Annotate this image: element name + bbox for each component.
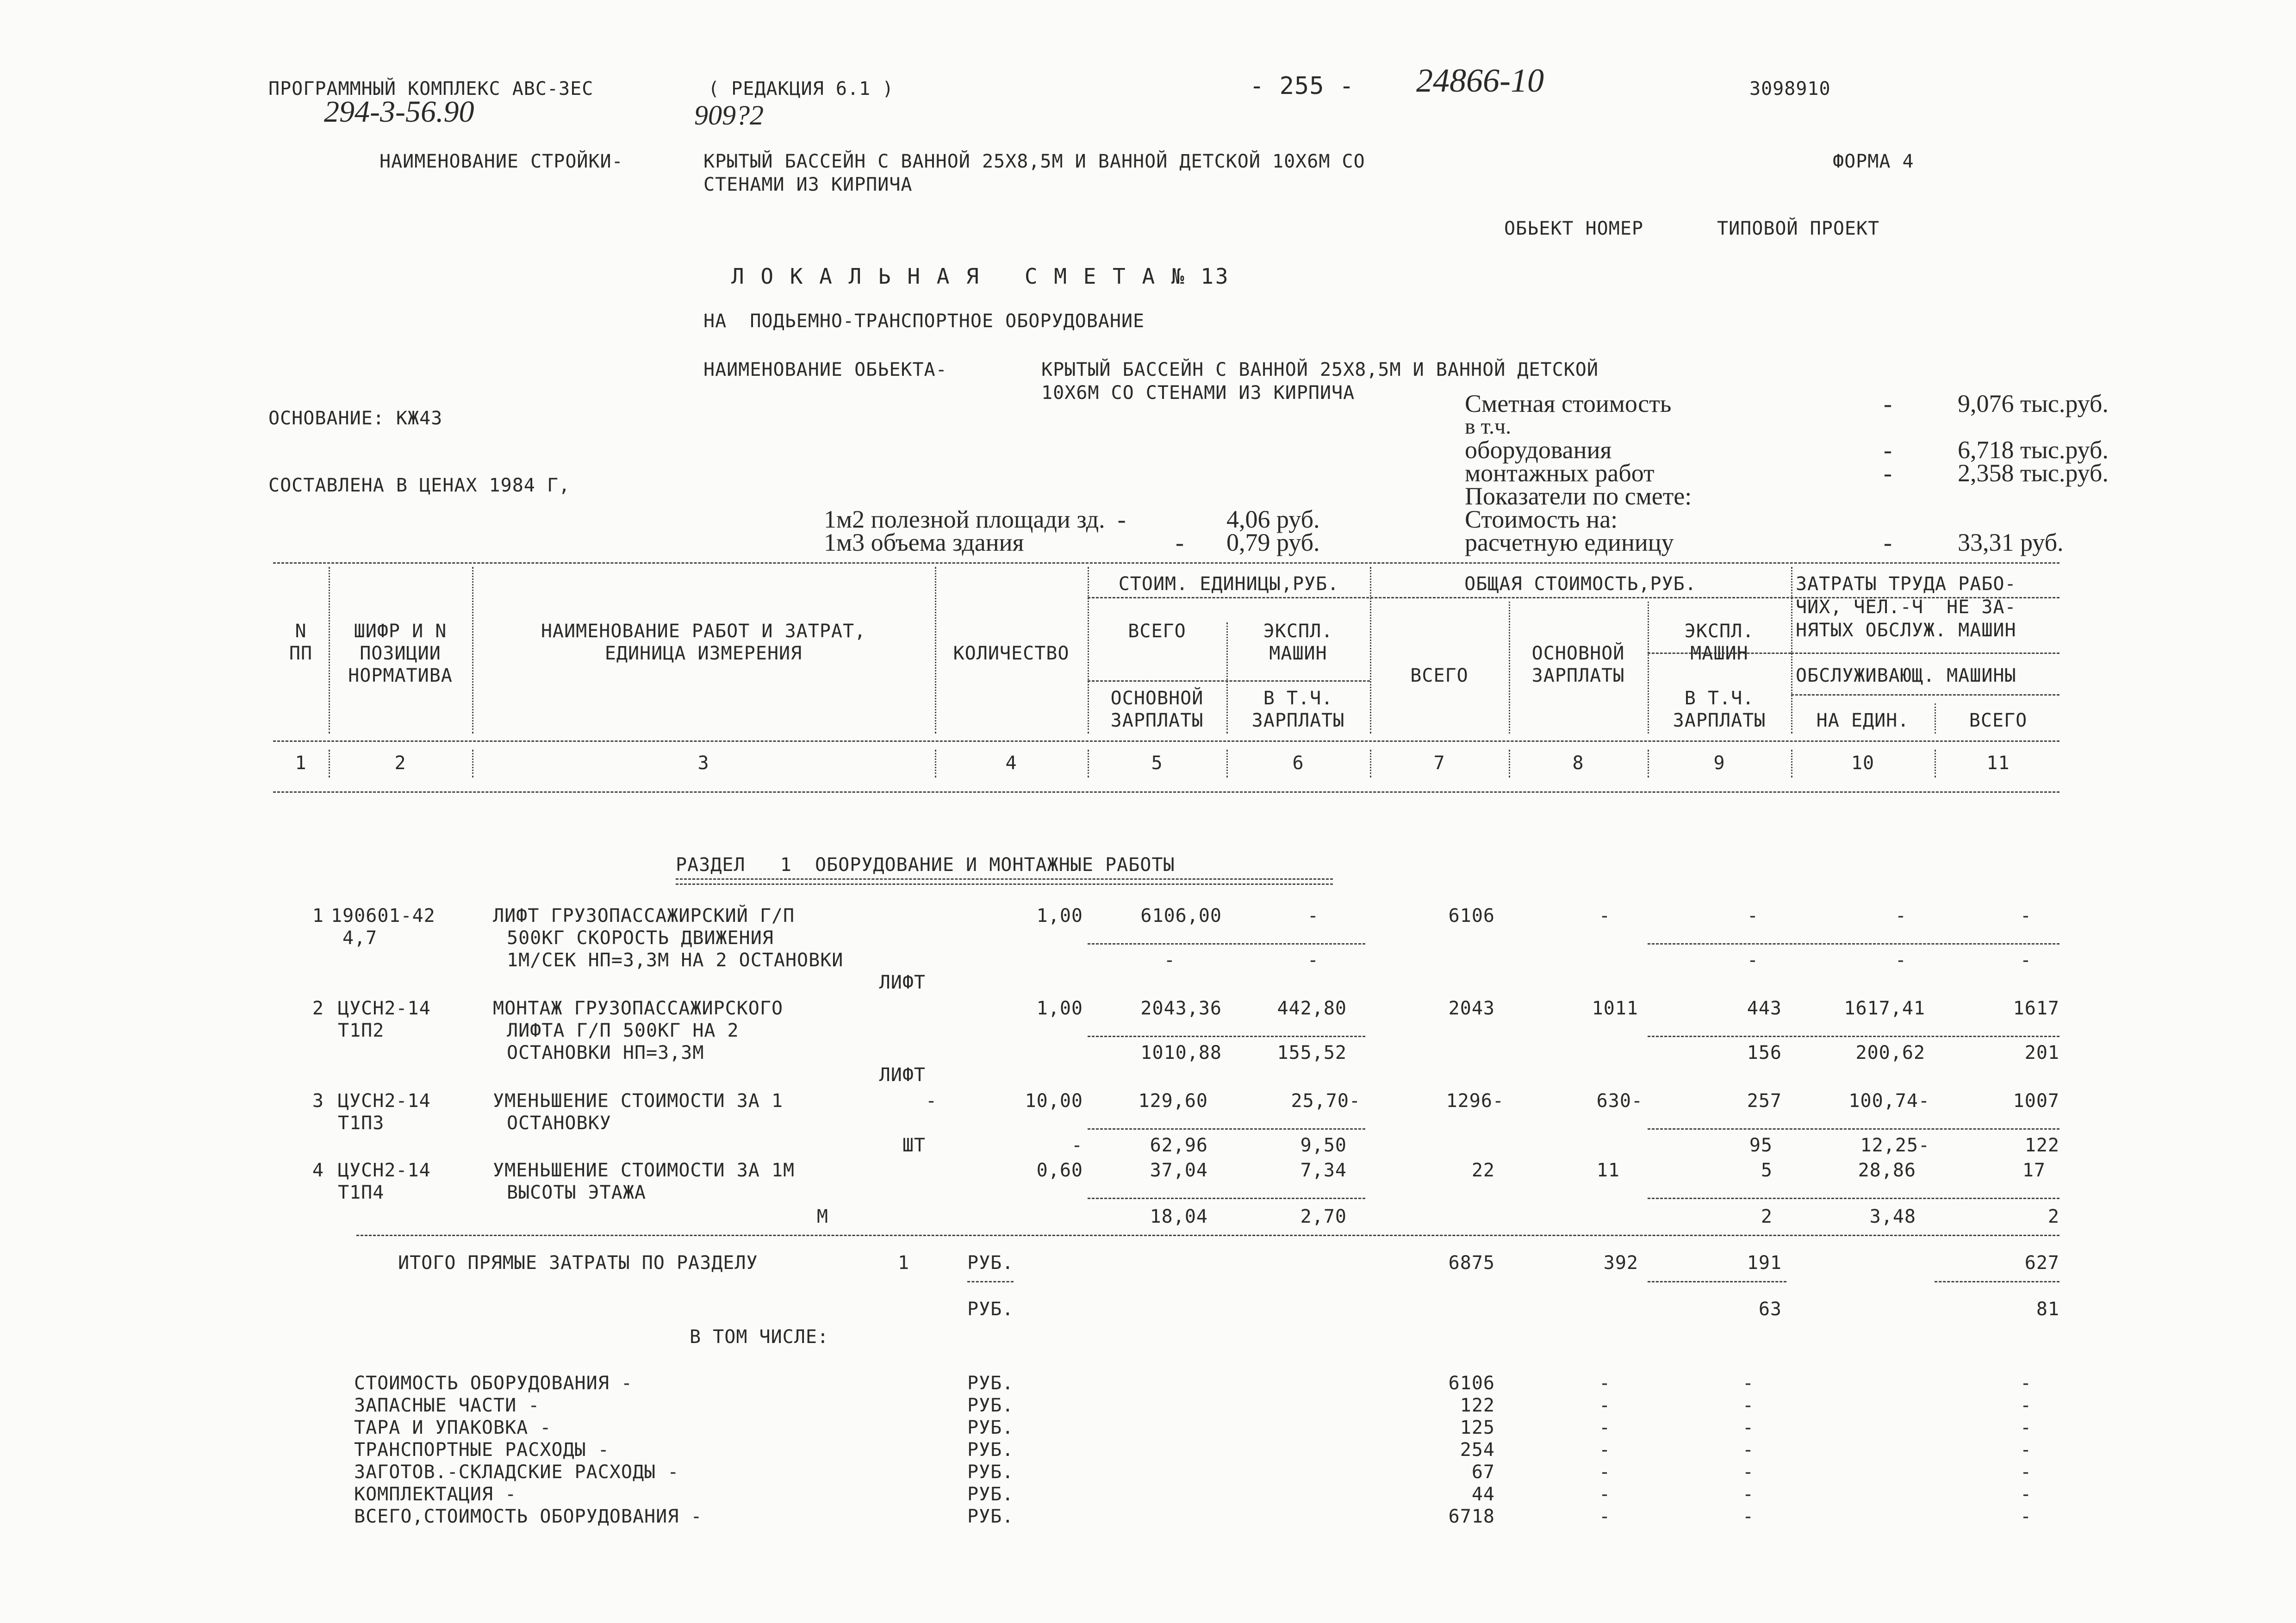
col-divider [1935,750,1936,777]
col-divider [935,750,936,777]
dash: - [1599,1417,1611,1438]
row-2-labor-total: 1617 [2013,998,2060,1019]
col-divider [1791,567,1792,734]
row-2-qty: 1,00 [1036,998,1083,1019]
breakdown-value: 254 [1460,1439,1495,1461]
row-1-name: 1М/СЕК НП=3,3М НА 2 ОСТАНОВКИ [507,950,844,971]
row-1-total-mach: - [1747,905,1759,927]
row-1-code: 190601-42 [331,905,436,927]
cost-value: 9,076 тыс.руб. [1958,390,2109,417]
col-divider [1935,703,1936,734]
col-divider [329,750,330,777]
dash: - [2020,1439,2032,1461]
col-num: 10 [1851,752,1875,774]
hdr-labor: НЯТЫХ ОБСЛУЖ. МАШИН [1796,620,2016,641]
total-subrule [967,1281,1014,1282]
row-4-n: 4 [312,1160,324,1181]
total-rub: РУБ. [967,1252,1014,1274]
hdr-unit-cost: СТОИМ. ЕДИНИЦЫ,РУБ. [1118,573,1339,595]
row-3-total-mach-wage: 95 [1749,1135,1773,1156]
row-1-total-mach-wage: - [1747,950,1759,971]
dash: - [1599,1395,1611,1416]
row-3-labor-unit: 100,74- [1848,1090,1930,1112]
row-1-labor-total-2: - [2020,950,2032,971]
hdr-code: ПОЗИЦИИ [360,643,441,664]
doc-code-handwritten: 24866-10 [1416,62,1544,99]
row-4-qty: 0,60 [1036,1160,1083,1181]
row-1-unit-wage: - [1164,950,1176,971]
row-2-code: ЦУСН2-14 [338,998,431,1019]
col-divider [1088,567,1089,734]
site-label: НАИМЕНОВАНИЕ СТРОЙКИ- [380,151,623,172]
row-4-code: Т1П4 [338,1182,385,1203]
col-num: 8 [1572,752,1584,774]
dash: - [1742,1461,1755,1483]
object-line-2: 10Х6М СО СТЕНАМИ ИЗ КИРПИЧА [1041,382,1355,404]
row-2-total-mach: 443 [1747,998,1782,1019]
breakdown-label: ВСЕГО,СТОИМОСТЬ ОБОРУДОВАНИЯ - [354,1506,703,1527]
doc-number: 3098910 [1749,78,1831,99]
row-1-name: ЛИФТ ГРУЗОПАССАЖИРСКИЙ Г/П [493,905,795,927]
col-num: 2 [394,752,406,774]
dash: - [2020,1461,2032,1483]
row-4-labor-unit: 28,86 [1858,1160,1916,1181]
dash: - [2020,1395,2032,1416]
row-2-total-wage: 1011 [1592,998,1638,1019]
row-2-code: Т1П2 [338,1020,385,1041]
row-subrule [1088,1198,1365,1199]
hdr-code: НОРМАТИВА [348,665,453,686]
dash: - [1742,1506,1755,1527]
row-4-unit-mach-wage: 2,70 [1300,1206,1347,1227]
site-line-2: СТЕНАМИ ИЗ КИРПИЧА [703,174,913,195]
equip-dash: - [1884,436,1892,464]
dash: - [1599,1373,1611,1394]
breakdown-value: 67 [1471,1461,1495,1483]
total-section-number: 1 [898,1252,910,1274]
indicators-label: Показатели по смете: [1465,482,1692,510]
hdr-unit-wage: ЗАРПЛАТЫ [1110,710,1204,731]
hdr-total-mach: МАШИН [1690,643,1748,664]
row-1-name: 500КГ СКОРОСТЬ ДВИЖЕНИЯ [507,927,774,949]
dash: - [1599,1484,1611,1505]
col-divider [329,567,330,734]
dash: - [1599,1439,1611,1461]
hdr-total-mach-wage: ЗАРПЛАТЫ [1673,710,1766,731]
breakdown-label: ЗАГОТОВ.-СКЛАДСКИЕ РАСХОДЫ - [354,1461,679,1483]
col-divider [935,567,936,734]
total-subrule [1935,1281,2060,1282]
hdr-total-mach: ЭКСПЛ. [1684,621,1755,642]
col-num: 3 [697,752,709,774]
col-divider [1509,602,1510,734]
dash: - [2020,1506,2032,1527]
breakdown-value: 6106 [1448,1373,1495,1394]
site-line-1: КРЫТЫЙ БАССЕЙН С ВАННОЙ 25Х8,5М И ВАННОЙ ДЕТСКОЙ 10Х6М СО [703,151,1365,172]
row-4-labor-unit-2: 3,48 [1869,1206,1916,1227]
row-3-labor-unit-2: 12,25- [1860,1135,1930,1156]
row-2-unit-mach-wage: 155,52 [1277,1042,1347,1063]
row-4-labor-total: 17 [2022,1160,2046,1181]
row-subrule [1648,943,2060,945]
install-dash: - [1884,459,1892,487]
incl-label: В ТОМ ЧИСЛЕ: [690,1326,829,1348]
row-3-qty-minus: - [1071,1135,1083,1156]
col-divider [1370,567,1371,734]
row-4-total: 22 [1471,1160,1495,1181]
estimate-subtitle: НА ПОДЬЕМНО-ТРАНСПОРТНОЕ ОБОРУДОВАНИЕ [703,311,1145,332]
hdr-unit-wage-incl: В Т.Ч. [1263,688,1333,709]
unit-label: расчетную единицу [1465,529,1674,556]
breakdown-value: 44 [1471,1484,1495,1505]
dash: - [1599,1461,1611,1483]
col-num: 5 [1151,752,1163,774]
row-3-code: Т1П3 [338,1113,385,1134]
row-3-unit-wage: 62,96 [1150,1135,1208,1156]
hdr-labor-unit: НА ЕДИН. [1816,710,1910,731]
rows-bottom-rule [356,1235,2060,1236]
dash: - [1742,1417,1755,1438]
incl-label: в т.ч. [1465,414,1512,439]
m2-label: 1м2 полезной площади зд. - [824,505,1126,533]
hdr-labor: ЧИХ, ЧЕЛ.-Ч НЕ ЗА- [1796,597,2016,618]
dash: - [1599,1506,1611,1527]
hdr-unit-wage-incl: ЗАРПЛАТЫ [1251,710,1345,731]
total-wage: 392 [1603,1252,1638,1274]
hdr-unit-mach: МАШИН [1269,643,1327,664]
total-labor: 627 [2024,1252,2060,1274]
hdr-unit-mach: ЭКСПЛ. [1263,621,1333,642]
row-4-code: ЦУСН2-14 [338,1160,431,1181]
edition: ( РЕДАКЦИЯ 6.1 ) [708,78,894,99]
m2-value: 4,06 руб. [1226,505,1320,533]
row-3-total: 1296- [1446,1090,1504,1112]
row-1-unit-total: 6106,00 [1140,905,1222,927]
col-num: 11 [1986,752,2010,774]
dash: - [1742,1373,1755,1394]
row-2-unit-mach: 442,80 [1277,998,1347,1019]
hdr-name: НАИМЕНОВАНИЕ РАБОТ И ЗАТРАТ, [541,621,866,642]
total-label: ИТОГО ПРЯМЫЕ ЗАТРАТЫ ПО РАЗДЕЛУ [398,1252,758,1274]
breakdown-label: ЗАПАСНЫЕ ЧАСТИ - [354,1395,540,1416]
hdr-total-mach-wage: В Т.Ч. [1684,688,1755,709]
col-num: 1 [295,752,307,774]
breakdown-rub: РУБ. [967,1484,1014,1505]
row-1-unit-mach: - [1307,905,1319,927]
row-3-name: УМЕНЬШЕНИЕ СТОИМОСТИ ЗА 1 [493,1090,784,1112]
col-divider [1648,602,1649,734]
row-2-unit-wage: 1010,88 [1140,1042,1222,1063]
row-4-total-wage: 11 [1596,1160,1620,1181]
install-label: монтажных работ [1465,459,1655,487]
header-sub-rule [1088,680,1370,682]
m3-value: 0,79 руб. [1226,529,1320,556]
row-1-total-wage: - [1599,905,1611,927]
row-4-unit-mach: 7,34 [1300,1160,1347,1181]
col-divider [1088,750,1089,777]
row-2-unit-total: 2043,36 [1140,998,1222,1019]
row-2-labor-total-2: 201 [2024,1042,2060,1063]
col-num: 9 [1713,752,1725,774]
code-handwritten-left: 294-3-56.90 [324,95,474,129]
breakdown-label: СТОИМОСТЬ ОБОРУДОВАНИЯ - [354,1373,633,1394]
row-3-code: ЦУСН2-14 [338,1090,431,1112]
code-handwritten-mid: 909?2 [694,100,764,131]
row-subrule [1648,1128,2060,1130]
breakdown-value: 125 [1460,1417,1495,1438]
col-divider [472,750,473,777]
hdr-n: N [295,621,307,642]
row-3-labor-total: 1007 [2013,1090,2060,1112]
breakdown-rub: РУБ. [967,1439,1014,1461]
section-title: РАЗДЕЛ 1 ОБОРУДОВАНИЕ И МОНТАЖНЫЕ РАБОТЫ [676,854,1175,876]
row-2-total-mach-wage: 156 [1747,1042,1782,1063]
col-divider [1509,750,1510,777]
typical-project: ТИПОВОЙ ПРОЕКТ [1717,218,1880,239]
row-4-unit-total: 37,04 [1150,1160,1208,1181]
dash: - [1742,1395,1755,1416]
row-3-labor-total-2: 122 [2024,1135,2060,1156]
row-3-total-wage: 630- [1596,1090,1643,1112]
col-num: 4 [1005,752,1017,774]
row-3-unit: ШТ [902,1135,926,1156]
row-3-unit-mach: 25,70- [1291,1090,1361,1112]
row-1-unit: ЛИФТ [879,972,926,993]
row-4-name: ВЫСОТЫ ЭТАЖА [507,1182,646,1203]
dash: - [1742,1439,1755,1461]
row-subrule [1088,943,1365,945]
hdr-total-cost: ОБЩАЯ СТОИМОСТЬ,РУБ. [1464,573,1697,595]
breakdown-rub: РУБ. [967,1506,1014,1527]
row-4-total-mach-wage: 2 [1761,1206,1773,1227]
total-rub-2: РУБ. [967,1299,1014,1320]
row-subrule [1088,1036,1365,1037]
hdr-total-wage: ОСНОВНОЙ [1531,643,1625,664]
row-2-total: 2043 [1448,998,1495,1019]
header-sub-rule [1791,653,2060,654]
row-4-total-mach: 5 [1761,1160,1773,1181]
row-2-n: 2 [312,998,324,1019]
cost-dash: - [1884,390,1892,417]
row-1-n: 1 [312,905,324,927]
table-top-rule [273,562,2060,564]
row-subrule [1648,1036,2060,1037]
col-num: 6 [1292,752,1304,774]
col-num: 7 [1433,752,1445,774]
total-labor-2: 81 [2036,1299,2060,1320]
total-subrule [1648,1281,1786,1282]
row-1-total: 6106 [1448,905,1495,927]
cost-label: Сметная стоимость [1465,390,1672,417]
col-divider [1791,750,1792,777]
object-label: НАИМЕНОВАНИЕ ОБЬЕКТА- [703,359,947,380]
page-number: - 255 - [1250,72,1355,100]
m3-dash: - [1176,529,1184,556]
dash: - [2020,1373,2032,1394]
row-4-labor-total-2: 2 [2047,1206,2060,1227]
header-bottom-rule [273,740,2060,742]
breakdown-rub: РУБ. [967,1373,1014,1394]
breakdown-label: ТРАНСПОРТНЫЕ РАСХОДЫ - [354,1439,610,1461]
equip-label: оборудования [1465,436,1612,464]
total-mach: 191 [1747,1252,1782,1274]
col-divider [472,567,473,734]
col-divider [1648,750,1649,777]
breakdown-rub: РУБ. [967,1395,1014,1416]
col-divider [1226,750,1228,777]
form-label: ФОРМА 4 [1833,151,1914,172]
row-3-sign: - [926,1090,938,1112]
object-number: ОБЬЕКТ НОМЕР [1504,218,1643,239]
row-2-name: ЛИФТА Г/П 500КГ НА 2 [507,1020,739,1041]
breakdown-rub: РУБ. [967,1461,1014,1483]
install-value: 2,358 тыс.руб. [1958,459,2109,487]
dash: - [2020,1417,2032,1438]
row-3-n: 3 [312,1090,324,1112]
row-1-labor-total: - [2020,905,2032,927]
col-divider [1226,622,1228,734]
total-cost: 6875 [1448,1252,1495,1274]
hdr-n: ПП [289,643,313,664]
basis: ОСНОВАНИЕ: КЖ43 [268,408,443,429]
hdr-labor: ЗАТРАТЫ ТРУДА РАБО- [1796,573,2016,595]
breakdown-rub: РУБ. [967,1417,1014,1438]
prices-basis: СОСТАВЛЕНА В ЦЕНАХ 1984 Г, [268,475,571,496]
col-num-rule [273,791,2060,793]
row-2-labor-unit: 1617,41 [1844,998,1925,1019]
program-name: ПРОГРАММНЫЙ КОМПЛЕКС АВС-3ЕС [268,78,594,99]
hdr-name: ЕДИНИЦА ИЗМЕРЕНИЯ [604,643,803,664]
total-mach-2: 63 [1758,1299,1782,1320]
hdr-total-wage: ЗАРПЛАТЫ [1531,665,1625,686]
row-3-unit-mach-wage: 9,50 [1300,1135,1347,1156]
row-1-unit-mach-wage: - [1307,950,1319,971]
col-divider [1370,750,1371,777]
row-1-labor-unit-2: - [1895,950,1907,971]
breakdown-label: ТАРА И УПАКОВКА - [354,1417,552,1438]
equip-value: 6,718 тыс.руб. [1958,436,2109,464]
dash: - [1742,1484,1755,1505]
row-3-qty: 10,00 [1025,1090,1083,1112]
cost-on-label: Стоимость на: [1465,505,1618,533]
hdr-labor-total: ВСЕГО [1969,710,2028,731]
unit-value: 33,31 руб. [1958,529,2064,556]
row-subrule [1648,1198,2060,1199]
hdr-unit-wage: ОСНОВНОЙ [1110,688,1204,709]
row-2-labor-unit-2: 200,62 [1855,1042,1925,1063]
row-2-name: МОНТАЖ ГРУЗОПАССАЖИРСКОГО [493,998,784,1019]
hdr-labor-serv: ОБСЛУЖИВАЮЩ. МАШИНЫ [1796,665,2016,686]
breakdown-value: 122 [1460,1395,1495,1416]
row-subrule [1088,1128,1365,1130]
row-3-name: ОСТАНОВКУ [507,1113,611,1134]
unit-dash: - [1884,529,1892,556]
breakdown-value: 6718 [1448,1506,1495,1527]
row-3-unit-total: 129,60 [1138,1090,1208,1112]
row-2-name: ОСТАНОВКИ НП=3,3М [507,1042,704,1063]
section-underline [676,878,1333,885]
hdr-code: ШИФР И N [354,621,447,642]
hdr-unit-total: ВСЕГО [1128,621,1186,642]
row-1-qty: 1,00 [1036,905,1083,927]
row-2-unit: ЛИФТ [879,1064,926,1086]
row-4-unit-wage: 18,04 [1150,1206,1208,1227]
breakdown-label: КОМПЛЕКТАЦИЯ - [354,1484,517,1505]
row-4-name: УМЕНЬШЕНИЕ СТОИМОСТИ ЗА 1М [493,1160,795,1181]
row-4-unit: М [816,1206,828,1227]
m3-label: 1м3 объема здания [824,529,1024,556]
header-sub-rule [1791,694,2060,696]
object-line-1: КРЫТЫЙ БАССЕЙН С ВАННОЙ 25Х8,5М И ВАННОЙ ДЕТСКОЙ [1041,359,1599,380]
hdr-qty: КОЛИЧЕСТВО [953,643,1070,664]
row-3-total-mach: 257 [1747,1090,1782,1112]
row-1-labor-unit: - [1895,905,1907,927]
dash: - [2020,1484,2032,1505]
row-1-code: 4,7 [342,927,378,949]
hdr-total-all: ВСЕГО [1410,665,1468,686]
estimate-title: Л О К А Л Ь Н А Я С М Е Т А № 13 [731,264,1230,289]
